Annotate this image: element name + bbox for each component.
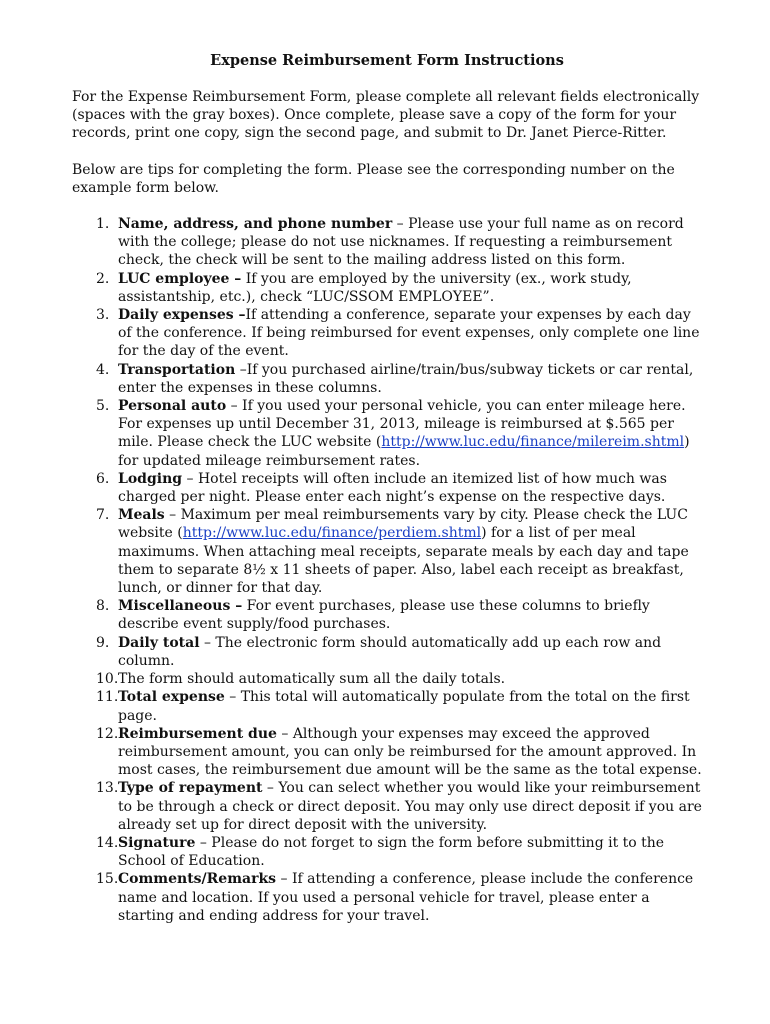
list-item: [72, 506, 702, 597]
list-item-number: 13.: [96, 780, 119, 797]
list-item-text: The form should automatically sum all the daily totals.: [118, 671, 506, 688]
list-item: [72, 361, 702, 397]
list-item-number: 3.: [96, 307, 110, 324]
list-item: [72, 870, 702, 925]
list-item-text: – Please use your full name as on record with the college; please do not use nicknames. If requesting a reimbursement check, the check will be sent to the mailing address listed on this form.: [118, 216, 684, 269]
list-item-text: – The electronic form should automatically add up each row and column.: [118, 634, 662, 669]
list-item-number: 10.: [96, 671, 119, 688]
list-item-text: – Although your expenses may exceed the approved reimbursement amount, you can only be reimbursed for the amount approved. In most cases, the reimbursement due amount will be the same as the total expense.: [118, 725, 702, 779]
list-item: [72, 306, 702, 361]
intro-paragraph: For the Expense Reimbursement Form, please complete all relevant fields electronically (spaces with the gray boxes). Once complete, please save a copy of the form for your records, print one copy, sign the second page, and submit to Dr. Janet Pierce-Ritter.: [72, 89, 700, 142]
list-item: [72, 397, 702, 470]
list-item-text-after: ) for a list of per meal maximums. When attaching meal receipts, separate meals by each day and tape them to separate 8½ x 11 sheets of paper. Also, label each receipt as breakfast, lunch, or dinner for that day.: [118, 525, 689, 597]
tips-list: [72, 215, 702, 925]
list-item-text: If attending a conference, separate your expenses by each day of the conference. If being reimbursed for event expenses, only complete one line for the day of the event.: [118, 307, 700, 360]
list-item: [72, 670, 702, 688]
list-item-term: Miscellaneous –: [118, 598, 243, 615]
list-item-text: – You can select whether you would like your reimbursement to be through a check or direct deposit. You may only use direct deposit if you are already set up for direct deposit with the university.: [118, 780, 702, 833]
list-item: [72, 725, 702, 780]
website-link[interactable]: http://www.luc.edu/finance/milereim.shtml: [381, 434, 685, 451]
list-item-text: – Maximum per meal reimbursements vary by city. Please check the LUC website (: [118, 507, 688, 542]
list-item-number: 2.: [96, 270, 110, 287]
list-item: [72, 834, 702, 870]
document-page: [72, 52, 702, 925]
list-item-number: 6.: [96, 470, 110, 487]
list-item-term: Lodging: [118, 470, 183, 487]
list-item-number: 11.: [96, 689, 119, 706]
list-item: [72, 688, 702, 724]
list-item-text-after: ) for updated mileage reimbursement rates.: [118, 434, 690, 469]
document-title: Expense Reimbursement Form Instructions: [210, 52, 564, 69]
list-item-number: 5.: [96, 398, 110, 415]
list-item-term: Type of repayment: [118, 780, 263, 797]
list-item: [72, 470, 702, 506]
list-item: [72, 779, 702, 834]
list-item-text: – This total will automatically populate from the total on the first page.: [118, 689, 690, 724]
list-item: [72, 270, 702, 306]
list-item-text: – If you used your personal vehicle, you can enter mileage here. For expenses up until December 31, 2013, mileage is reimbursed at $.565 per mile. Please check the LUC website (: [118, 398, 686, 451]
list-item-term: Transportation: [118, 361, 236, 378]
list-item: [72, 597, 702, 633]
list-item-text: – Please do not forget to sign the form before submitting it to the School of Education.: [118, 834, 665, 870]
list-item-text: –If you purchased airline/train/bus/subway tickets or car rental, enter the expenses in these columns.: [118, 361, 694, 396]
list-item-term: Daily total: [118, 634, 200, 651]
list-item-number: 12.: [96, 725, 119, 742]
list-item-term: Comments/Remarks: [118, 871, 277, 888]
list-item-number: 1.: [96, 216, 110, 233]
list-item-number: 8.: [96, 598, 110, 615]
list-item-term: Meals: [118, 507, 165, 524]
tips-intro-paragraph: Below are tips for completing the form. Please see the corresponding number on the example form below.: [72, 161, 675, 196]
list-item-text: – If attending a conference, please include the conference name and location. If you used a personal vehicle for travel, please enter a starting and ending address for your travel.: [118, 871, 694, 924]
list-item-term: Total expense: [118, 689, 225, 706]
list-item: [72, 634, 702, 670]
list-item-number: 14.: [96, 834, 119, 851]
list-item-term: LUC employee –: [118, 270, 242, 287]
list-item-text: If you are employed by the university (ex., work study, assistantship, etc.), check “LUC/SSOM EMPLOYEE”.: [118, 270, 632, 305]
list-item-text: For event purchases, please use these columns to briefly describe event supply/food purchases.: [118, 598, 650, 633]
list-item-number: 15.: [96, 871, 119, 888]
list-item-text: – Hotel receipts will often include an itemized list of how much was charged per night. Please enter each night’s expense on the respective days.: [118, 470, 667, 506]
list-item-term: Daily expenses –: [118, 307, 246, 324]
list-item-term: Name, address, and phone number: [118, 216, 393, 233]
list-item-number: 4.: [96, 361, 110, 378]
list-item-number: 9.: [96, 634, 110, 651]
website-link[interactable]: http://www.luc.edu/finance/perdiem.shtml: [182, 525, 482, 542]
list-item-number: 7.: [96, 507, 110, 524]
list-item: [72, 215, 702, 270]
list-item-term: Personal auto: [118, 398, 227, 415]
list-item-term: Reimbursement due: [118, 725, 277, 742]
list-item-term: Signature: [118, 834, 196, 851]
